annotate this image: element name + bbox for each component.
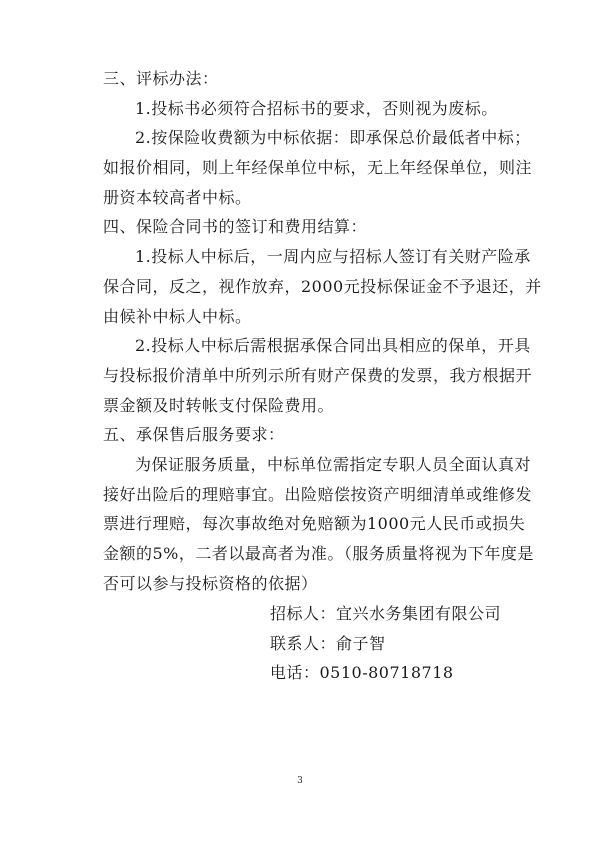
paragraph-line: 票进行理赔，每次事故绝对免赔额为1000元人民币或损失: [103, 514, 526, 534]
section-heading-contract: 四、保险合同书的签订和费用结算：: [103, 217, 368, 237]
paragraph-line: 册资本较高者中标。: [103, 187, 252, 207]
section-heading-service: 五、承保售后服务要求：: [103, 425, 285, 445]
document-body: [103, 64, 542, 598]
phone-line: 电话：0510-80718718: [270, 663, 454, 682]
paragraph-line: 2.按保险收费额为中标依据：即承保总价最低者中标；: [135, 128, 531, 148]
tenderer-line: 招标人：宜兴水务集团有限公司: [270, 604, 502, 623]
paragraph-line: 1.投标书必须符合招标书的要求，否则视为废标。: [135, 98, 498, 118]
contact-line: 联系人：俞子智: [270, 633, 386, 653]
paragraph-line: 为保证服务质量，中标单位需指定专职人员全面认真对: [135, 454, 532, 474]
signature-block: [270, 599, 501, 688]
paragraph-line: 票金额及时转帐支付保险费用。: [103, 395, 335, 415]
paragraph-line: 2.投标人中标后需根据承保合同出具相应的保单，开具: [135, 336, 531, 356]
paragraph-line: 否可以参与投标资格的依据）: [103, 573, 318, 593]
paragraph-line: 保合同，反之，视作放弃，2000元投标保证金不予退还，并: [103, 276, 542, 296]
paragraph-line: 接好出险后的理赔事宜。出险赔偿按资产明细清单或维修发: [103, 484, 533, 504]
section-heading-evaluation: 三、评标办法：: [103, 69, 219, 88]
paragraph-line: 1.投标人中标后，一周内应与招标人签订有关财产险承: [135, 247, 531, 267]
paragraph-line: 如报价相同，则上年经保单位中标，无上年经保单位，则注: [103, 158, 533, 178]
paragraph-line: 由候补中标人中标。: [103, 306, 252, 326]
page-number: 3: [297, 776, 303, 786]
paragraph-line: 金额的5%，二者以最高者为准。（服务质量将视为下年度是: [103, 544, 534, 563]
paragraph-line: 与投标报价清单中所列示所有财产保费的发票，我方根据开: [103, 365, 533, 385]
